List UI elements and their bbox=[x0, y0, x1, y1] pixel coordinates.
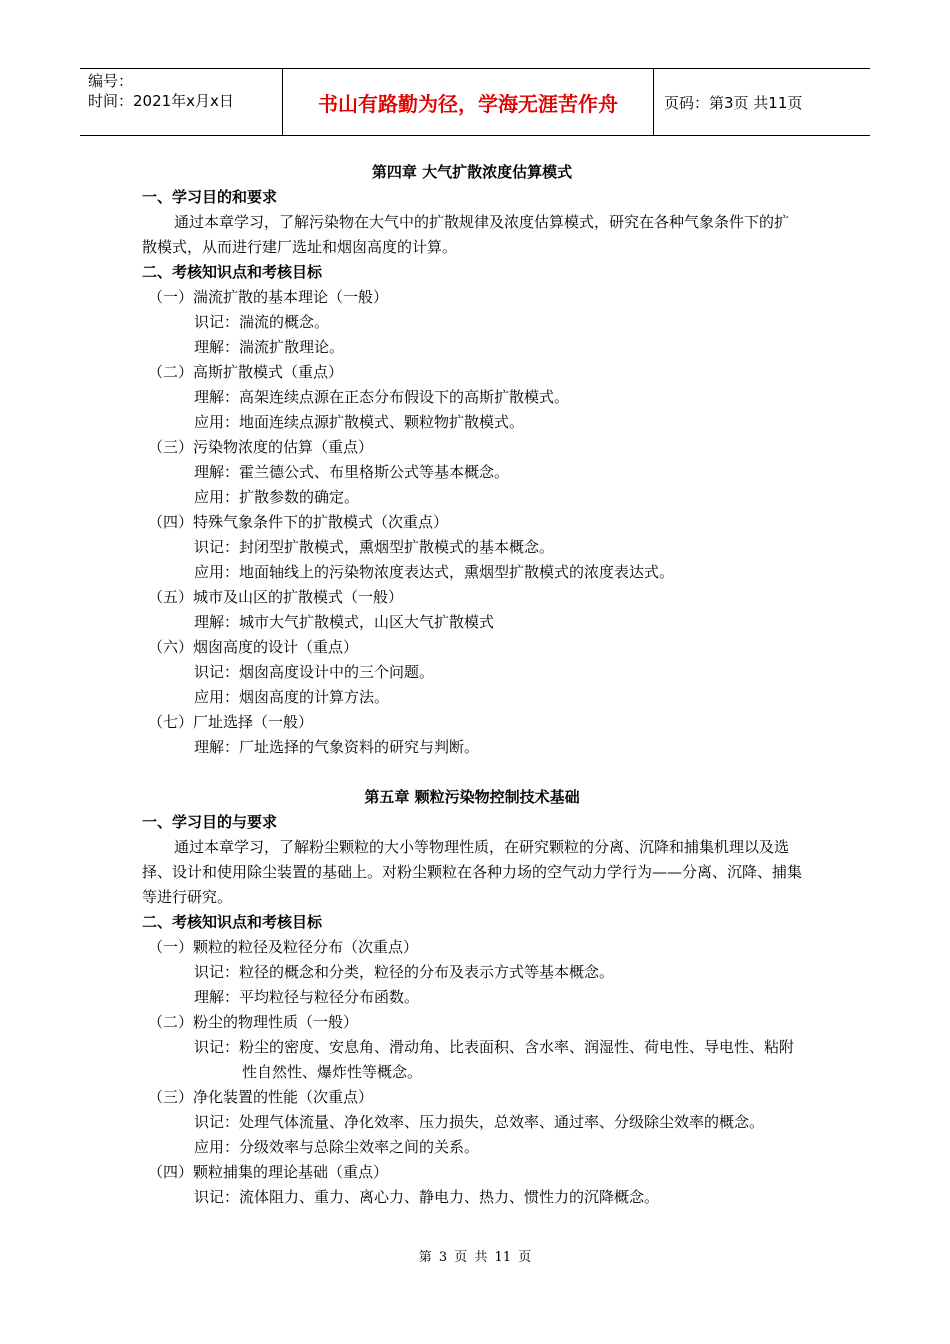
ch5-section1-title: 一、学习目的与要求 bbox=[142, 813, 278, 831]
ch5-item-sub: 识记：粒径的概念和分类，粒径的分布及表示方式等基本概念。 bbox=[194, 963, 615, 981]
chapter4-title: 第四章 大气扩散浓度估算模式 bbox=[371, 163, 573, 181]
ch4-item-head: （三）污染物浓度的估算（重点） bbox=[148, 438, 374, 456]
ch5-item-sub: 理解：平均粒径与粒径分布函数。 bbox=[194, 988, 420, 1006]
chapter5-title: 第五章 颗粒污染物控制技术基础 bbox=[364, 788, 580, 806]
page-footer: 第 3 页 共 11 页 bbox=[418, 1250, 532, 1265]
page-header bbox=[80, 68, 870, 136]
ch4-item-head: （二）高斯扩散模式（重点） bbox=[148, 363, 344, 381]
ch4-section2-title: 二、考核知识点和考核目标 bbox=[142, 263, 323, 281]
ch5-item-sub: 识记：流体阻力、重力、离心力、静电力、热力、惯性力的沉降概念。 bbox=[194, 1188, 660, 1206]
header-left-cell bbox=[80, 69, 282, 135]
ch4-item-sub: 应用：地面轴线上的污染物浓度表达式，熏烟型扩散模式的浓度表达式。 bbox=[194, 563, 675, 581]
ch5-item-head: （四）颗粒捕集的理论基础（重点） bbox=[148, 1163, 389, 1181]
ch4-item-head: （六）烟囱高度的设计（重点） bbox=[148, 638, 359, 656]
ch4-item-sub: 应用：烟囱高度的计算方法。 bbox=[194, 688, 390, 706]
ch5-section1-paragraph: 通过本章学习，了解粉尘颗粒的大小等物理性质，在研究颗粒的分离、沉降和捕集机理以及选择、设计和使用除尘装置的基础上。对粉尘颗粒在各种力场的空气动力学行为——分离、沉降、捕集等进行研究。 bbox=[142, 838, 803, 906]
ch4-item-sub: 识记：封闭型扩散模式，熏烟型扩散模式的基本概念。 bbox=[194, 538, 555, 556]
ch5-item-head: （二）粉尘的物理性质（一般） bbox=[148, 1013, 359, 1031]
ch4-item-sub: 识记：湍流的概念。 bbox=[194, 313, 330, 331]
header-time-label: 时间：2021年x月x日 bbox=[88, 92, 234, 110]
ch4-item-sub: 理解：霍兰德公式、布里格斯公式等基本概念。 bbox=[194, 463, 510, 481]
ch4-section1-paragraph: 通过本章学习，了解污染物在大气中的扩散规律及浓度估算模式，研究在各种气象条件下的扩散模式，从而进行建厂选址和烟囱高度的计算。 bbox=[142, 213, 790, 256]
ch5-item-sub: 识记：处理气体流量、净化效率、压力损失，总效率、通过率、分级除尘效率的概念。 bbox=[194, 1113, 765, 1131]
ch5-item-sub: 识记：粉尘的密度、安息角、滑动角、比表面积、含水率、润湿性、荷电性、导电性、粘附性自然性、爆炸性等概念。 bbox=[194, 1038, 795, 1081]
document-body bbox=[142, 160, 802, 1210]
chapter-gap bbox=[142, 760, 802, 785]
ch4-item-sub: 理解：高架连续点源在正态分布假设下的高斯扩散模式。 bbox=[194, 388, 570, 406]
header-number-label: 编号： bbox=[88, 72, 134, 90]
header-motto: 书山有路勤为径，学海无涯苦作舟 bbox=[282, 69, 654, 135]
ch4-item-head: （四）特殊气象条件下的扩散模式（次重点） bbox=[148, 513, 449, 531]
ch4-item-sub: 理解：城市大气扩散模式，山区大气扩散模式 bbox=[194, 613, 495, 631]
ch4-section1-title: 一、学习目的和要求 bbox=[142, 188, 278, 206]
ch4-item-sub: 理解：湍流扩散理论。 bbox=[194, 338, 345, 356]
ch4-item-head: （五）城市及山区的扩散模式（一般） bbox=[148, 588, 404, 606]
ch4-item-sub: 应用：地面连续点源扩散模式、颗粒物扩散模式。 bbox=[194, 413, 525, 431]
ch5-item-head: （三）净化装置的性能（次重点） bbox=[148, 1088, 374, 1106]
ch5-item-sub: 应用：分级效率与总除尘效率之间的关系。 bbox=[194, 1138, 480, 1156]
ch4-item-head: （七）厂址选择（一般） bbox=[148, 713, 314, 731]
ch4-item-sub: 识记：烟囱高度设计中的三个问题。 bbox=[194, 663, 435, 681]
ch4-item-sub: 应用：扩散参数的确定。 bbox=[194, 488, 360, 506]
header-page-info: 页码：第3页 共11页 bbox=[664, 93, 803, 112]
ch4-item-sub: 理解：厂址选择的气象资料的研究与判断。 bbox=[194, 738, 480, 756]
ch5-item-head: （一）颗粒的粒径及粒径分布（次重点） bbox=[148, 938, 419, 956]
ch4-item-head: （一）湍流扩散的基本理论（一般） bbox=[148, 288, 389, 306]
ch5-section2-title: 二、考核知识点和考核目标 bbox=[142, 913, 323, 931]
